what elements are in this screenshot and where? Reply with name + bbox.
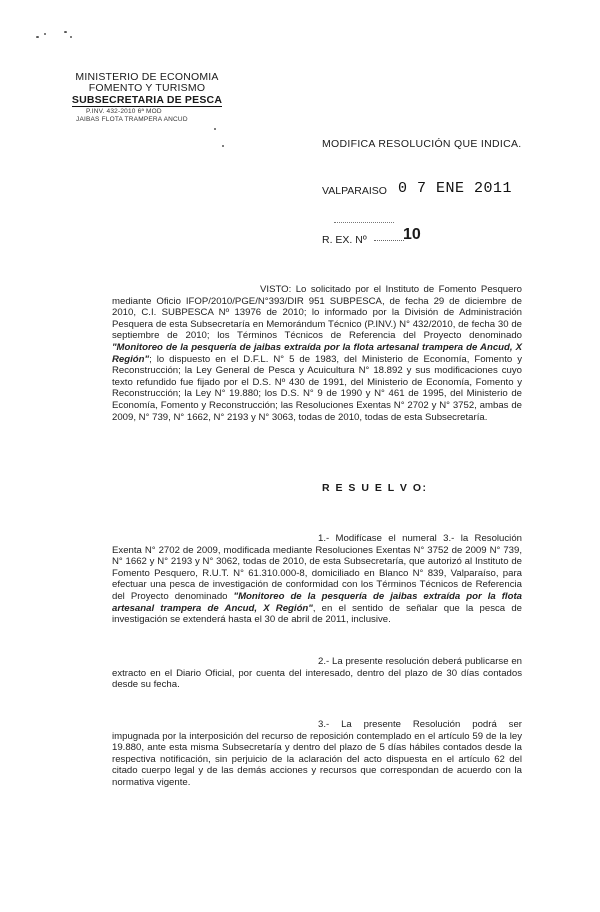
number-fill-line [374,240,404,241]
resuelvo-heading: R E S U E L V O: [322,482,428,494]
item-1-text: 1.- Modifícase el numeral 3.- la Resolución Exenta N° 2702 de 2009, modificada mediante Resoluciones Exentas N° 3752 de 2009 N° 739, N° 1662 y N° 2193 y N° 3062, todas de 2010, de esta Subsecretaría, que autorizó al Instituto de Fomento Pesquero, R.U.T. N° 61.310.000-8, domiciliado en Blanco N° 839, Valparaíso, para efectuar una pesca de investigación de conformidad con los Términos Técnicos de Referencia del Proyecto denominado [112,533,522,602]
scan-speck [44,33,46,35]
scan-speck [214,128,216,130]
file-reference: P.INV. 432-2010 6ª MOD [86,108,162,115]
visto-text: VISTO: Lo solicitado por el Instituto de Fomento Pesquero mediante Oficio IFOP/2010/PGE/N°393/DIR 951 SUBPESCA, de fecha 29 de diciembre de 2010, C.I. SUBPESCA Nº 13976 de 2010; lo informado por la División de Administración Pesquera de esta Subsecretaría en Memorándum Técnico (P.INV.) N° 432/2010, de fecha 30 de septiembre de 2010; los Términos Técnicos de Referencia del Proyecto denominado [112,284,522,342]
scan-speck [64,31,67,33]
resolution-item-2: 2.- La presente resolución deberá publicarse en extracto en el Diario Oficial, por cuenta del interesado, dentro del plazo de 30 días contados desde su fecha. [112,656,522,691]
city: VALPARAISO [322,185,387,197]
document-subject: MODIFICA RESOLUCIÓN QUE INDICA. [322,138,522,150]
visto-paragraph [112,284,522,423]
undersecretariat-container [62,95,232,107]
project-reference: JAIBAS FLOTA TRAMPERA ANCUD [76,116,188,123]
visto-project-title: "Monitoreo de la pesquería de jaibas extraída por la flota artesanal trampera de Ancud, X Región" [112,341,522,365]
visto-text-rest: ; lo dispuesto en el D.F.L. N° 5 de 1983, del Ministerio de Economía, Fomento y Reconstrucción; la Ley General de Pesca y Acuicultura N° 18.892 y sus modificaciones cuyo texto refundido fue fijado por el D.S. Nº 430 de 1991, del Ministerio de Economía, Fomento y Reconstrucción; la Ley N° 19.880; los D.S. N° 9 de 1990 y N° 461 de 1995, del Ministerio de Economía, Fomento y Reconstrucción; las Resoluciones Exentas N° 2702 y N° 3752, ambas de 2009, N° 739, N° 1662, N° 2193 y N° 3063, todas de 2010, todas de esta Subsecretaría. [112,353,522,423]
scan-speck [70,36,72,38]
resolution-item-1 [112,533,522,626]
resolution-number: 10 [403,226,421,243]
ministry-name: MINISTERIO DE ECONOMIA [75,71,219,83]
item-1-text-rest: , en el sentido de señalar que la pesca de investigación se extenderá hasta el 30 de abril de 2011, inclusive. [112,602,522,626]
scan-speck [222,145,224,147]
resolution-label: R. EX. Nº [322,234,367,246]
scan-speck [36,36,39,38]
item-1-project-title: "Monitoreo de la pesquería de jaibas extraída por la flota artesanal trampera de Ancud, X Región" [112,590,522,614]
undersecretariat-name: SUBSECRETARIA DE PESCA [71,94,223,106]
ministry-subname: FOMENTO Y TURISMO [88,82,206,94]
number-rule [334,222,394,223]
resolution-item-3: 3.- La presente Resolución podrá ser impugnada por la interposición del recurso de reposición contemplado en el artículo 59 de la ley 19.880, ante esta misma Subsecretaría y dentro del plazo de 5 días hábiles contados desde la respectiva notificación, sin perjuicio de la aclaración del acto dispuesta en el artículo 62 del citado cuerpo legal y de las demás acciones y recursos que correspondan de acuerdo con la normativa vigente. [112,719,522,788]
date-stamp: 0 7 ENE 2011 [398,180,513,197]
